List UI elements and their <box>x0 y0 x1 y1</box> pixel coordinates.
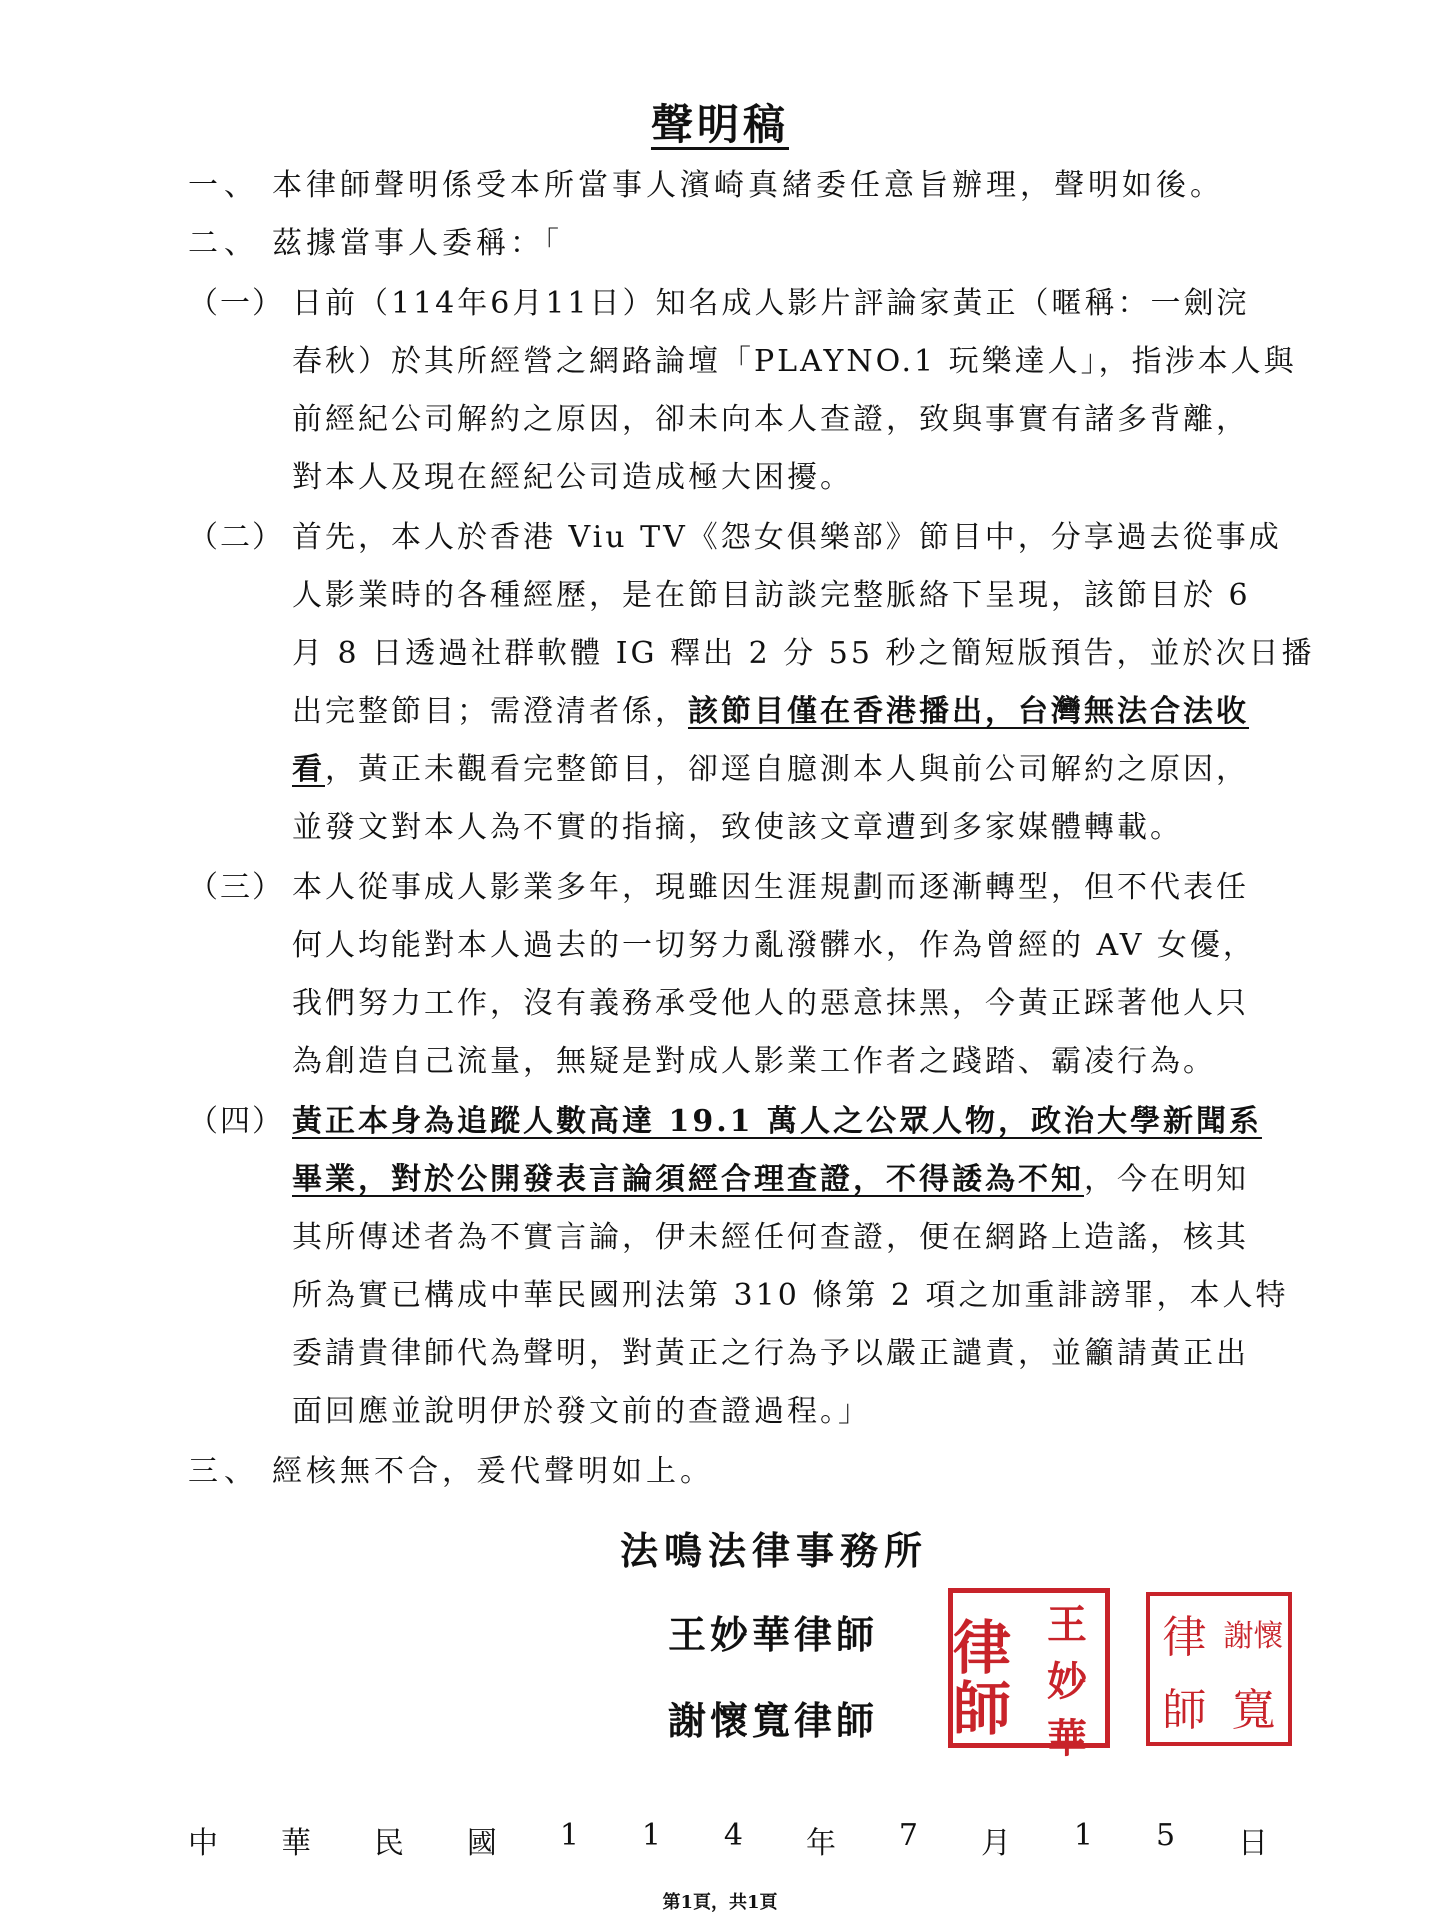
item-4-line-text: ，今在明知 <box>1084 1162 1249 1197</box>
seal-text: 華 <box>1047 1715 1087 1762</box>
item-1-line: 對本人及現在經紀公司造成極大困擾。 <box>292 460 853 495</box>
date-char: 民 <box>373 1826 404 1861</box>
lawyer-name: 謝懷寬律師 <box>668 1698 879 1743</box>
item-1-number: （一） <box>188 286 284 321</box>
lawyer-name: 王妙華律師 <box>668 1612 879 1657</box>
seal-text: 寬 <box>1231 1684 1276 1736</box>
item-3-line: 我們努力工作，沒有義務承受他人的惡意抹黑，今黃正踩著他人只 <box>292 986 1249 1021</box>
lawyer-seal-stamp <box>1146 1592 1292 1746</box>
section-1-number: 一、 <box>188 168 260 203</box>
seal-text: 王 <box>1047 1601 1087 1648</box>
item-2-line <box>292 744 1277 788</box>
date-char: 1 <box>1073 1818 1093 1853</box>
law-firm-name: 法鳴法律事務所 <box>620 1528 929 1573</box>
seal-text: 謝懷 <box>1223 1618 1284 1654</box>
item-2-line <box>292 686 1277 730</box>
page-title: 聲明稿 <box>650 100 789 149</box>
item-4-emphasis: 畢業，對於公開發表言論須經合理查證，不得諉為不知 <box>292 1162 1084 1197</box>
date-char: 7 <box>898 1818 918 1853</box>
seal-text: 妙 <box>1047 1658 1087 1705</box>
item-4-emphasis: 黃正本身為追蹤人數高達 19.1 萬人之公眾人物，政治大學新聞系 <box>292 1104 1262 1139</box>
item-2-line-text: 出完整節目；需澄清者係， <box>292 694 688 729</box>
item-4-line <box>292 1154 1277 1198</box>
item-4-number: （四） <box>188 1104 284 1139</box>
date-char: 1 <box>641 1818 661 1853</box>
section-2-text: 茲據當事人委稱：「 <box>272 226 563 261</box>
item-2-emphasis: 該節目僅在香港播出，台灣無法合法收 <box>688 694 1249 729</box>
page-number: 第1頁，共1頁 <box>662 1892 778 1913</box>
item-1-line: 日前（114年6月11日）知名成人影片評論家黃正（暱稱：一劍浣 <box>292 286 1250 321</box>
date-char: 國 <box>466 1826 497 1861</box>
section-3-number: 三、 <box>188 1454 260 1489</box>
lawyer-seal-stamp <box>948 1588 1110 1762</box>
date-char: 5 <box>1155 1818 1176 1853</box>
item-4-line <box>292 1096 1277 1140</box>
seal-text: 師 <box>1162 1684 1207 1736</box>
item-2-emphasis: 看 <box>292 752 325 787</box>
date-char: 日 <box>1238 1826 1268 1861</box>
item-2-line-text: ，黃正未觀看完整節目，卻逕自臆測本人與前公司解約之原因， <box>325 752 1249 787</box>
section-2-number: 二、 <box>188 226 260 261</box>
item-3-line: 為創造自己流量，無疑是對成人影業工作者之踐踏、霸凌行為。 <box>292 1044 1216 1079</box>
section-3-text: 經核無不合，爰代聲明如上。 <box>272 1454 714 1489</box>
item-2-line: 人影業時的各種經歷，是在節目訪談完整脈絡下呈現，該節目於 6 <box>292 578 1251 613</box>
date-char: 月 <box>980 1826 1011 1861</box>
document-date <box>188 1818 1268 1862</box>
item-3-line: 何人均能對本人過去的一切努力亂潑髒水，作為曾經的 AV 女優， <box>292 928 1256 963</box>
item-3-number: （三） <box>188 870 284 905</box>
section-1-text: 本律師聲明係受本所當事人濱崎真緒委任意旨辦理，聲明如後。 <box>272 168 1224 203</box>
date-char: 1 <box>559 1818 579 1853</box>
item-4-line: 面回應並說明伊於發文前的查證過程。」 <box>292 1394 871 1429</box>
seal-text: 律師 <box>953 1613 1012 1743</box>
item-1-line: 前經紀公司解約之原因，卻未向本人查證，致與事實有諸多背離， <box>292 402 1249 437</box>
item-2-line: 首先，本人於香港 Viu TV《怨女俱樂部》節目中，分享過去從事成 <box>292 520 1282 555</box>
item-2-line: 月 8 日透過社群軟體 IG 釋出 2 分 55 秒之簡短版預告，並於次日播 <box>292 636 1315 671</box>
date-char: 年 <box>805 1826 836 1861</box>
date-char: 4 <box>723 1818 743 1853</box>
seal-text: 律 <box>1162 1611 1207 1663</box>
item-4-line: 其所傳述者為不實言論，伊未經任何查證，便在網路上造謠，核其 <box>292 1220 1249 1255</box>
item-3-line: 本人從事成人影業多年，現雖因生涯規劃而逐漸轉型，但不代表任 <box>292 870 1249 905</box>
item-2-number: （二） <box>188 520 284 555</box>
date-char: 中 <box>188 1826 218 1861</box>
item-4-line: 所為實已構成中華民國刑法第 310 條第 2 項之加重誹謗罪，本人特 <box>292 1278 1289 1313</box>
item-2-line: 並發文對本人為不實的指摘，致使該文章遭到多家媒體轉載。 <box>292 810 1183 845</box>
date-char: 華 <box>280 1826 311 1861</box>
item-4-line: 委請貴律師代為聲明，對黃正之行為予以嚴正譴責，並籲請黃正出 <box>292 1336 1249 1371</box>
item-1-line: 春秋）於其所經營之網路論壇「PLAYNO.1 玩樂達人」，指涉本人與 <box>292 344 1297 379</box>
